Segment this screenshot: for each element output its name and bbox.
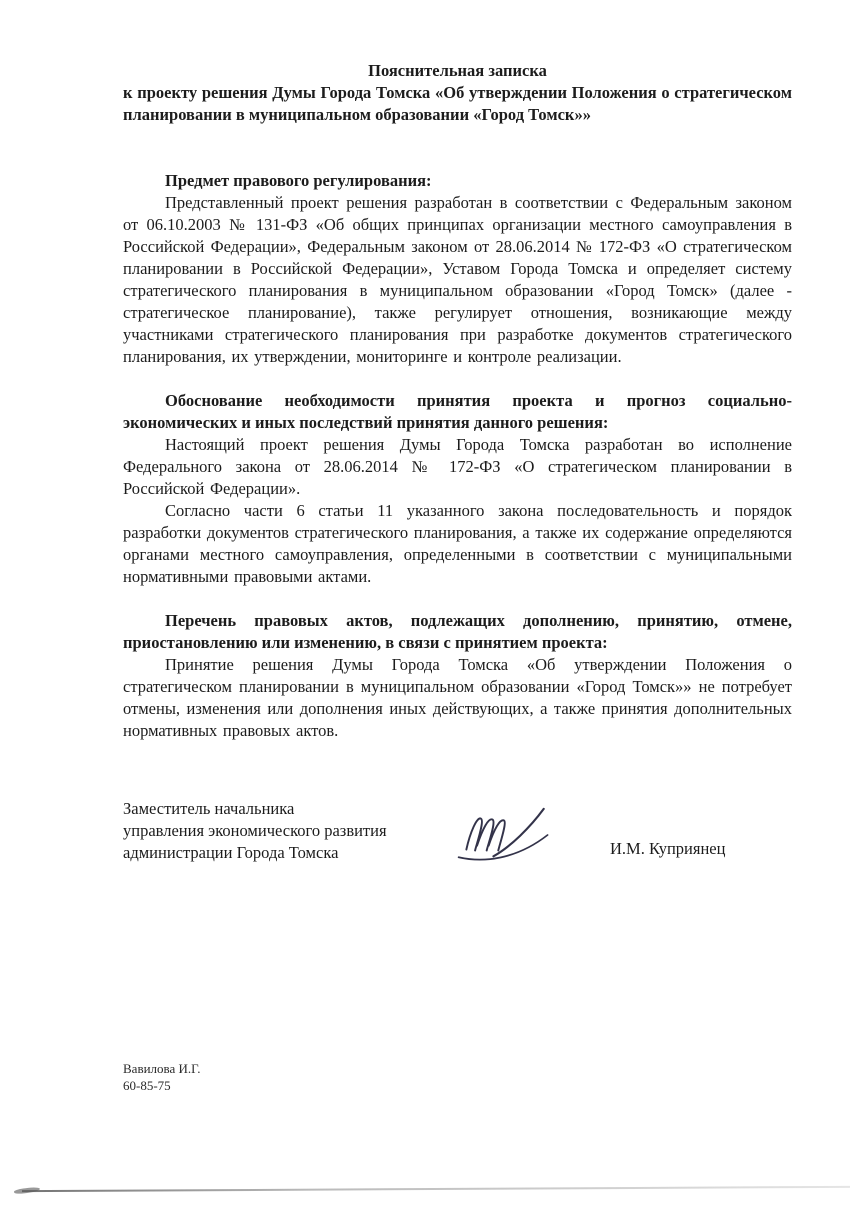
executor-footer: [123, 1060, 200, 1094]
section-justification: [123, 390, 792, 588]
signer-position-line: Заместитель начальника: [123, 799, 295, 818]
signer-position-line: администрации Города Томска: [123, 843, 339, 862]
section-paragraph: Настоящий проект решения Думы Города Томска разработан во исполнение Федерального закона от 28.06.2014 № 172-ФЗ «О стратегическом планировании в Российской Федерации».: [123, 435, 792, 498]
signer-position: [123, 798, 387, 864]
section-heading: Перечень правовых актов, подлежащих дополнению, принятию, отмене, приостановлению или изменению, в связи с принятием проекта:: [123, 611, 792, 652]
signer-position-line: управления экономического развития: [123, 821, 387, 840]
handwritten-signature: [451, 806, 561, 864]
document-content: [123, 60, 792, 888]
document-subtitle: к проекту решения Думы Города Томска «Об утверждении Положения о стратегическом планировании в муниципальном образовании «Город Томск»»: [123, 83, 792, 124]
section-paragraph: Принятие решения Думы Города Томска «Об утверждении Положения о стратегическом планировании в муниципальном образовании «Город Томск»» не потребует отмены, изменения или дополнения иных действующих, а также принятия дополнительных нормативных правовых актов.: [123, 655, 792, 740]
section-heading: Предмет правового регулирования:: [165, 171, 432, 190]
document-title: Пояснительная записка: [368, 61, 547, 80]
signer-name: И.М. Куприянец: [610, 839, 726, 858]
section-subject: [123, 170, 792, 368]
section-paragraph: Представленный проект решения разработан в соответствии с Федеральным законом от 06.10.2003 № 131-ФЗ «Об общих принципах организации местного самоуправления в Российской Федерации», Федеральным законом от 28.06.2014 № 172-ФЗ «О стратегическом планировании в Российской Федерации», Уставом Города Томска и определяет систему стратегического планирования в муниципальном образовании «Город Томск» (далее - стратегическое планирование), также регулирует отношения, возникающие между участниками стратегического планирования при разработке документов стратегического планирования, их утверждении, мониторинге и контроле реализации.: [123, 193, 792, 366]
section-paragraph: Согласно части 6 статьи 11 указанного закона последовательность и порядок разработки документов стратегического планирования, а также их содержание определяются органами местного самоуправления, определенными в соответствии с муниципальными нормативными правовыми актами.: [123, 501, 792, 586]
signature-block: [123, 798, 792, 888]
executor-phone: 60-85-75: [123, 1078, 171, 1093]
section-acts-list: [123, 610, 792, 742]
section-heading: Обоснование необходимости принятия проекта и прогноз социально-экономических и иных последствий принятия данного решения:: [123, 391, 792, 432]
scan-artifact-line: [22, 1186, 850, 1192]
executor-name: Вавилова И.Г.: [123, 1061, 201, 1076]
